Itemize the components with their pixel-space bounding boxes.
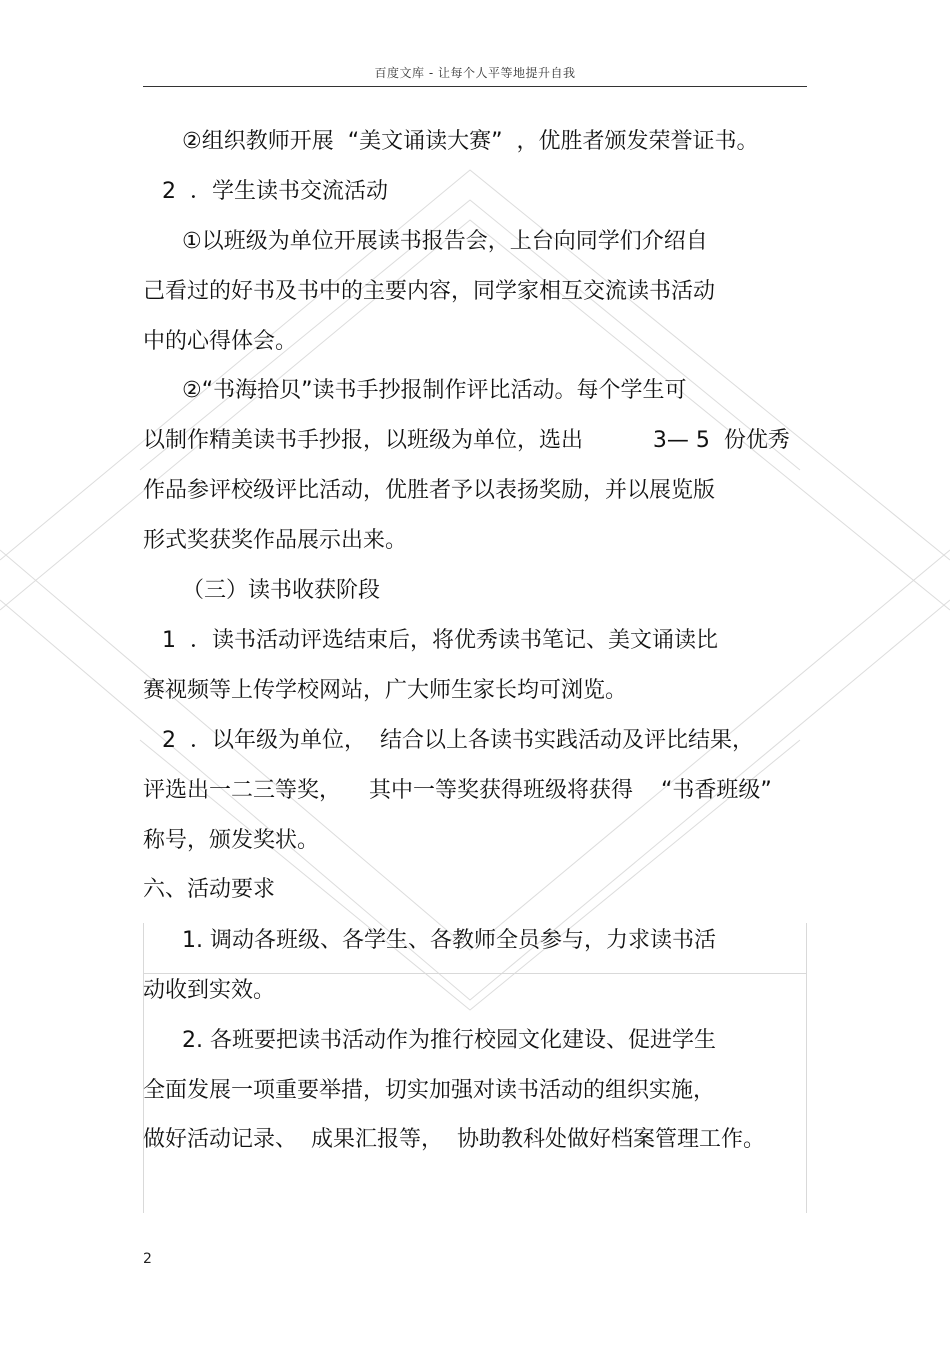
text-line: 1. 调动各班级、各学生、各教师全员参与，力求读书活 [182,928,716,953]
text-line: 称号，颁发奖状。 [143,828,320,853]
section-heading: 六、活动要求 [143,877,276,902]
frame-divider [143,973,807,974]
frame-right-border [806,923,807,1213]
text-line: ①以班级为单位开展读书报告会，上台向同学们介绍自 [182,229,708,254]
text-line: 1 ．读书活动评选结束后，将优秀读书笔记、美文诵读比 [162,628,718,653]
text-line: 做好活动记录、 成果汇报等， 协助教科处做好档案管理工作。 [143,1127,765,1152]
text-line: 2 ．以年级为单位， 结合以上各读书实践活动及评比结果， [162,728,754,753]
page-header: 百度文库 - 让每个人平等地提升自我 [374,66,576,80]
section-heading: 2 ．学生读书交流活动 [162,179,388,204]
page-number: 2 [143,1251,152,1267]
text-line: 2. 各班要把读书活动作为推行校园文化建设、促进学生 [182,1028,716,1053]
text-line: 中的心得体会。 [143,329,298,354]
text-line: 形式奖获奖作品展示出来。 [143,528,408,553]
header-divider [143,86,807,87]
text-line: ②“书海拾贝”读书手抄报制作评比活动。每个学生可 [182,378,687,403]
text-line: 动收到实效。 [143,978,276,1003]
section-heading: （三）读书收获阶段 [182,578,381,603]
text-line: 赛视频等上传学校网站，广大师生家长均可浏览。 [143,678,628,703]
text-line: 全面发展一项重要举措，切实加强对读书活动的组织实施， [143,1078,716,1103]
text-line: 作品参评校级评比活动，优胜者予以表扬奖励，并以展览版 [143,478,716,503]
text-line: 评选出一二三等奖， 其中一等奖获得班级将获得 “书香班级” [143,778,772,803]
text-line: 以制作精美读书手抄报，以班级为单位，选出 3— 5 份优秀 [143,428,790,453]
text-line: 己看过的好书及书中的主要内容，同学家相互交流读书活动 [143,279,716,304]
text-line: ②组织教师开展 “美文诵读大赛” ，优胜者颁发荣誉证书。 [182,129,759,154]
frame-left-border [143,923,144,1213]
